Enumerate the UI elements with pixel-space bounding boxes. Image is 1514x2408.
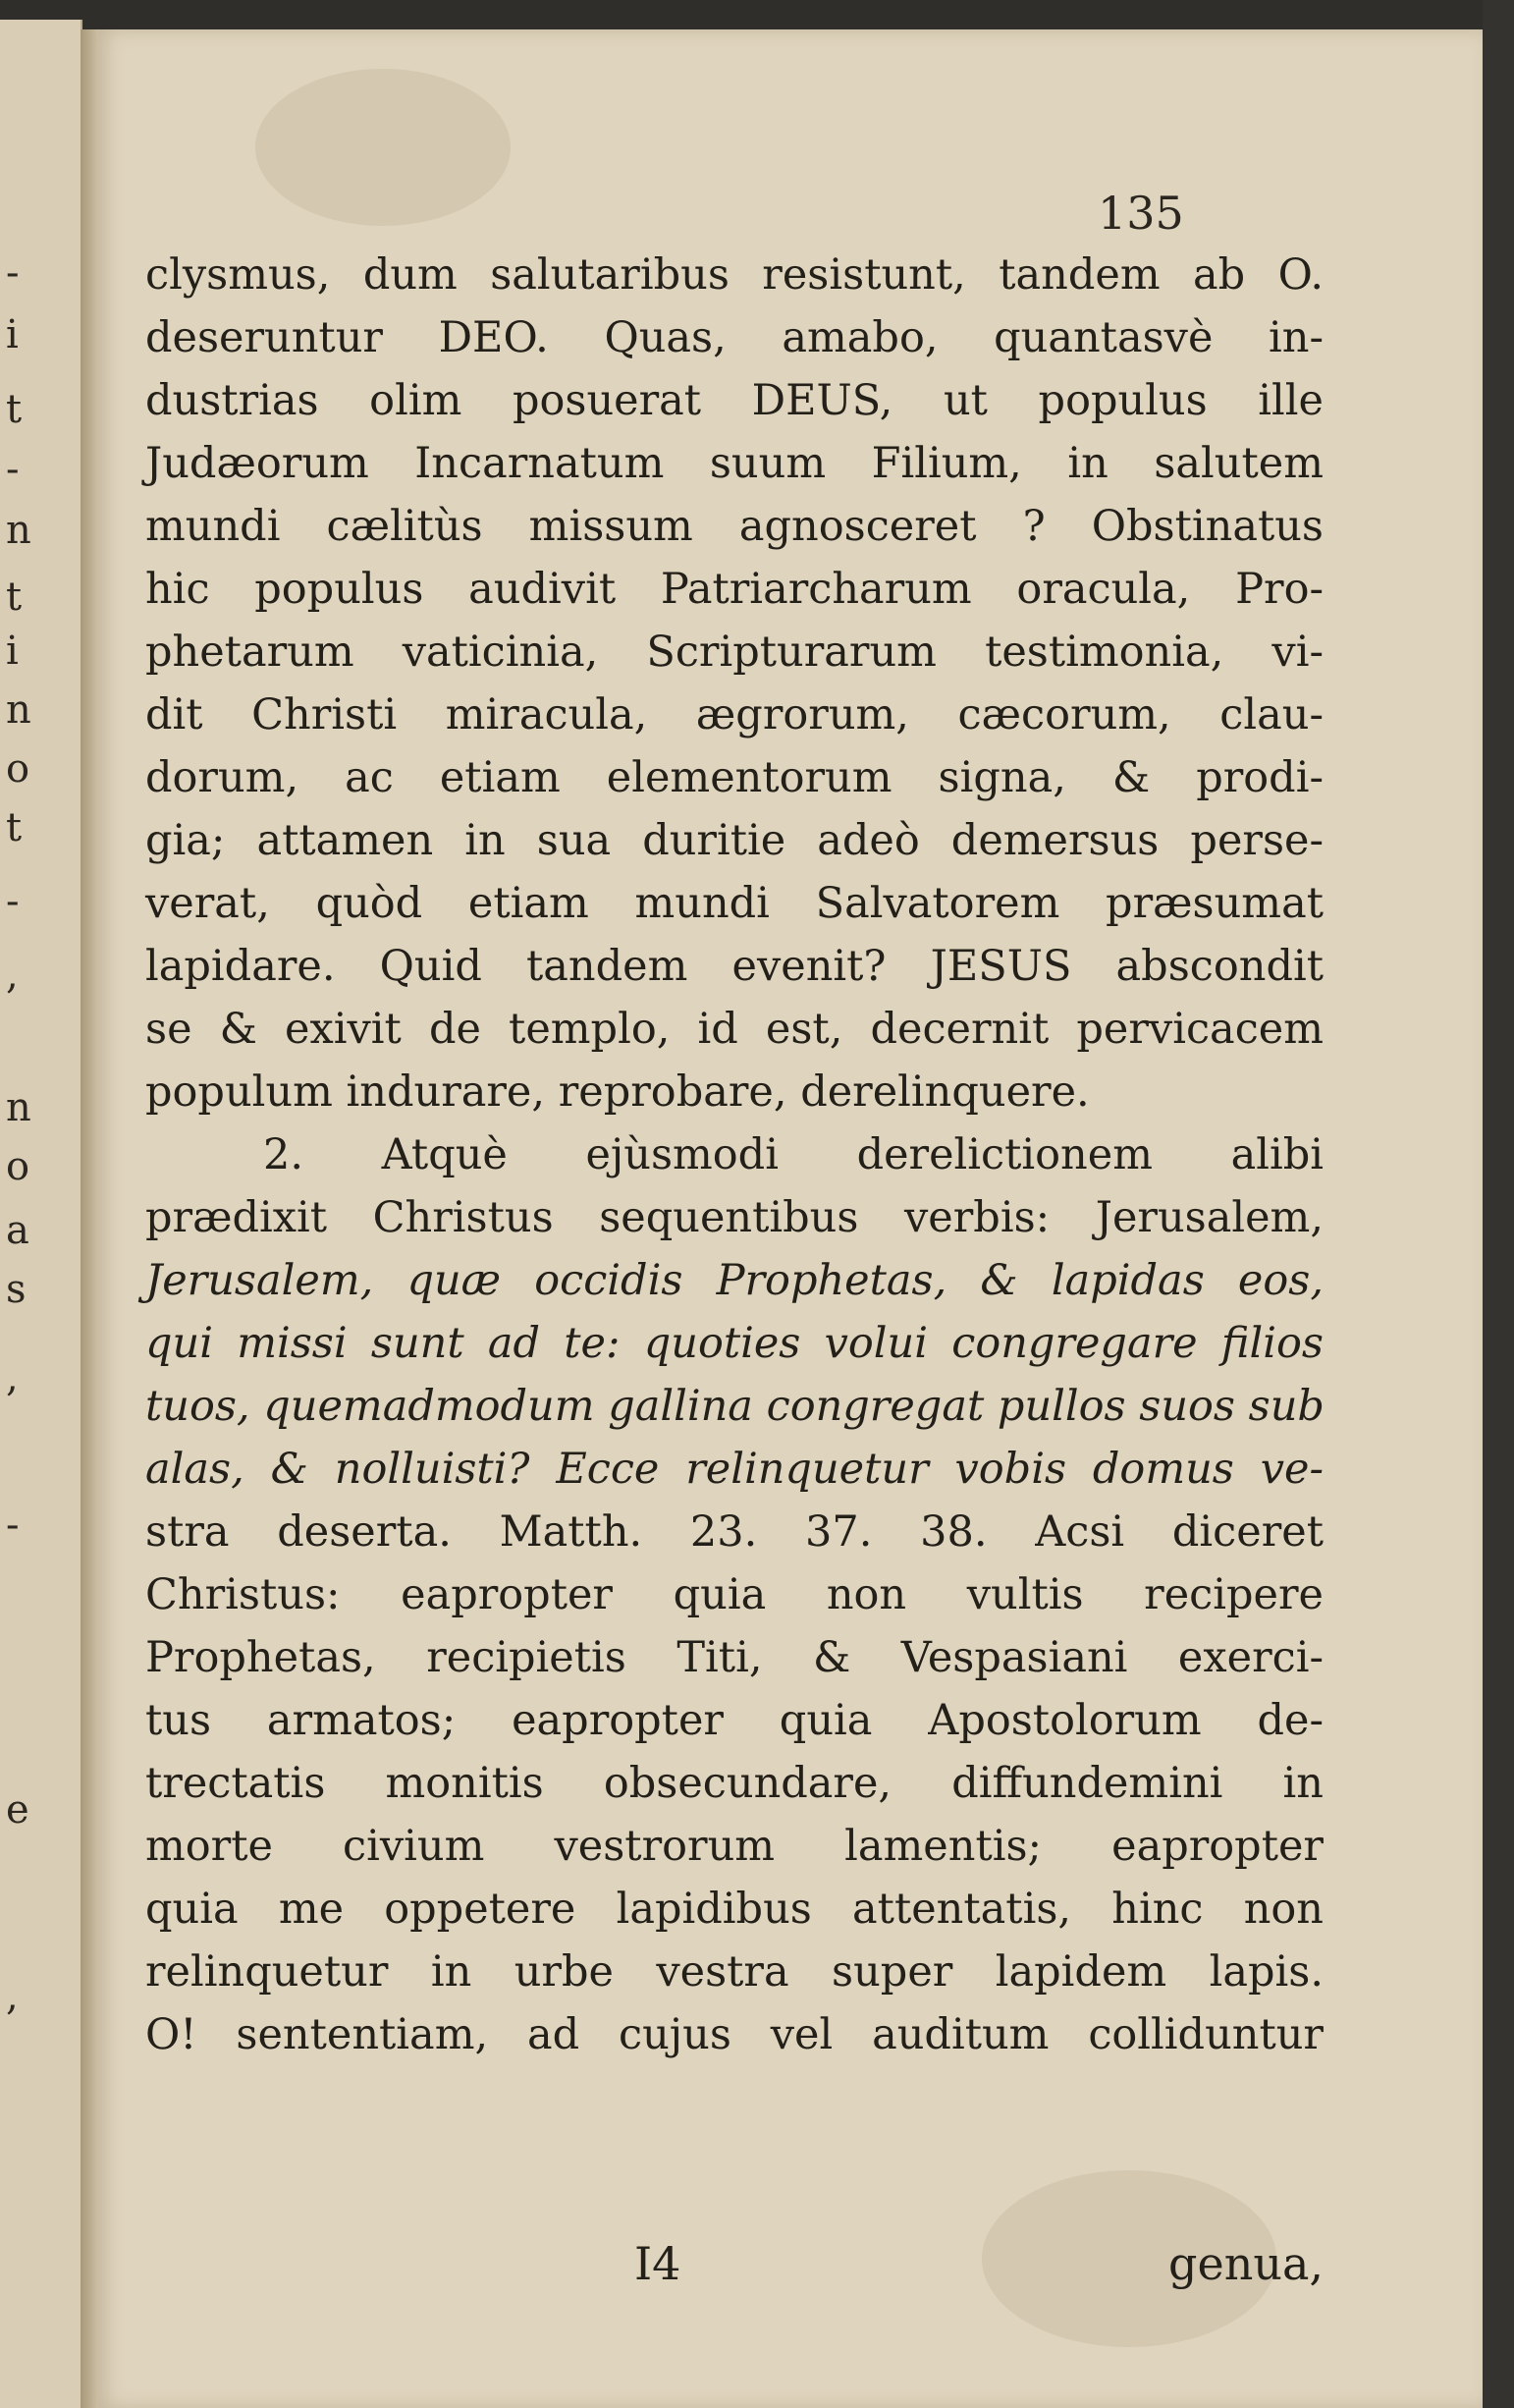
text-line: quia me oppetere lapidibus attentatis, hinc non <box>145 1885 1324 1934</box>
facing-page-letter: e <box>6 1787 29 1833</box>
facing-page-letter: s <box>6 1267 27 1312</box>
facing-page-letter: - <box>6 250 20 296</box>
text-line: alas, & nolluisti? Ecce relinquetur vobis domus ve- <box>145 1445 1324 1494</box>
facing-page-letter: t <box>6 387 23 432</box>
text-line: Christus: eapropter quia non vultis recipere <box>145 1570 1324 1619</box>
text-line: hic populus audivit Patriarcharum oracula, Pro- <box>145 565 1324 614</box>
text-line: dit Christi miracula, ægrorum, cæcorum, clau- <box>145 690 1324 739</box>
text-line: tuos, quemadmodum gallina congregat pullos suos sub <box>145 1382 1325 1431</box>
text-line: 2. Atquè ejùsmodi derelictionem alibi <box>263 1130 1324 1179</box>
page-number: 135 <box>1098 187 1184 240</box>
text-line: phetarum vaticinia, Scripturarum testimonia, vi- <box>145 628 1324 677</box>
facing-page-letter: o <box>6 746 30 792</box>
facing-page-letter: t <box>6 575 23 620</box>
body-text <box>145 244 1324 2066</box>
facing-page-letter: n <box>6 1085 31 1130</box>
text-line: prædixit Christus sequentibus verbis: Jerusalem, <box>145 1193 1324 1242</box>
text-line: Jerusalem, quæ occidis Prophetas, & lapidas eos, <box>145 1256 1324 1305</box>
page-footer <box>145 2237 1324 2300</box>
facing-page-letter: i <box>6 312 19 357</box>
facing-page-letter: a <box>6 1208 29 1253</box>
facing-page-letter: , <box>6 953 19 998</box>
text-line: se & exivit de templo, id est, decernit pervicacem <box>145 1005 1324 1054</box>
text-line: O! sententiam, ad cujus vel auditum colliduntur <box>145 2010 1324 2059</box>
facing-page-letter: - <box>6 447 20 492</box>
text-line: gia; attamen in sua duritie adeò demersus perse- <box>145 816 1324 865</box>
catchword: genua, <box>1168 2237 1324 2290</box>
facing-page-letter: - <box>6 879 20 924</box>
scan-top-border <box>0 0 1514 29</box>
text-line: mundi cælitùs missum agnosceret ? Obstinatus <box>145 502 1324 551</box>
facing-page-text-fragments <box>0 0 39 2408</box>
facing-page-letter: , <box>6 1355 19 1400</box>
text-line: dorum, ac etiam elementorum signa, & prodi- <box>145 753 1324 802</box>
text-line: relinquetur in urbe vestra super lapidem lapis. <box>145 1947 1324 1997</box>
facing-page-letter: t <box>6 805 23 850</box>
text-line: stra deserta. Matth. 23. 37. 38. Acsi diceret <box>145 1507 1324 1557</box>
text-line: Judæorum Incarnatum suum Filium, in salutem <box>145 439 1324 488</box>
text-line: qui missi sunt ad te: quoties volui congregare filios <box>145 1319 1324 1368</box>
paper-stain <box>255 69 511 226</box>
facing-page-letter: n <box>6 687 31 733</box>
scan-right-border <box>1483 0 1514 2408</box>
book-gutter <box>81 29 100 2408</box>
signature-mark: I4 <box>634 2237 681 2290</box>
text-line: trectatis monitis obsecundare, diffundemini in <box>145 1759 1324 1808</box>
text-line: verat, quòd etiam mundi Salvatorem præsumat <box>145 879 1324 928</box>
facing-page-letter: i <box>6 629 19 674</box>
text-line: Prophetas, recipietis Titi, & Vespasiani exerci- <box>145 1633 1324 1682</box>
text-line: lapidare. Quid tandem evenit? JESUS abscondit <box>145 942 1324 991</box>
text-line: tus armatos; eapropter quia Apostolorum de- <box>145 1696 1324 1745</box>
text-line: populum indurare, reprobare, derelinquere. <box>145 1067 1090 1117</box>
facing-page-letter: - <box>6 1503 20 1548</box>
text-line: clysmus, dum salutaribus resistunt, tandem ab O. <box>145 250 1324 300</box>
facing-page-letter: n <box>6 508 31 553</box>
facing-page-letter: , <box>6 1974 19 2019</box>
text-line: deseruntur DEO. Quas, amabo, quantasvè in- <box>145 313 1324 362</box>
text-line: morte civium vestrorum lamentis; eapropter <box>145 1822 1324 1871</box>
facing-page-letter: o <box>6 1144 30 1189</box>
text-line: dustrias olim posuerat DEUS, ut populus ille <box>145 376 1324 425</box>
